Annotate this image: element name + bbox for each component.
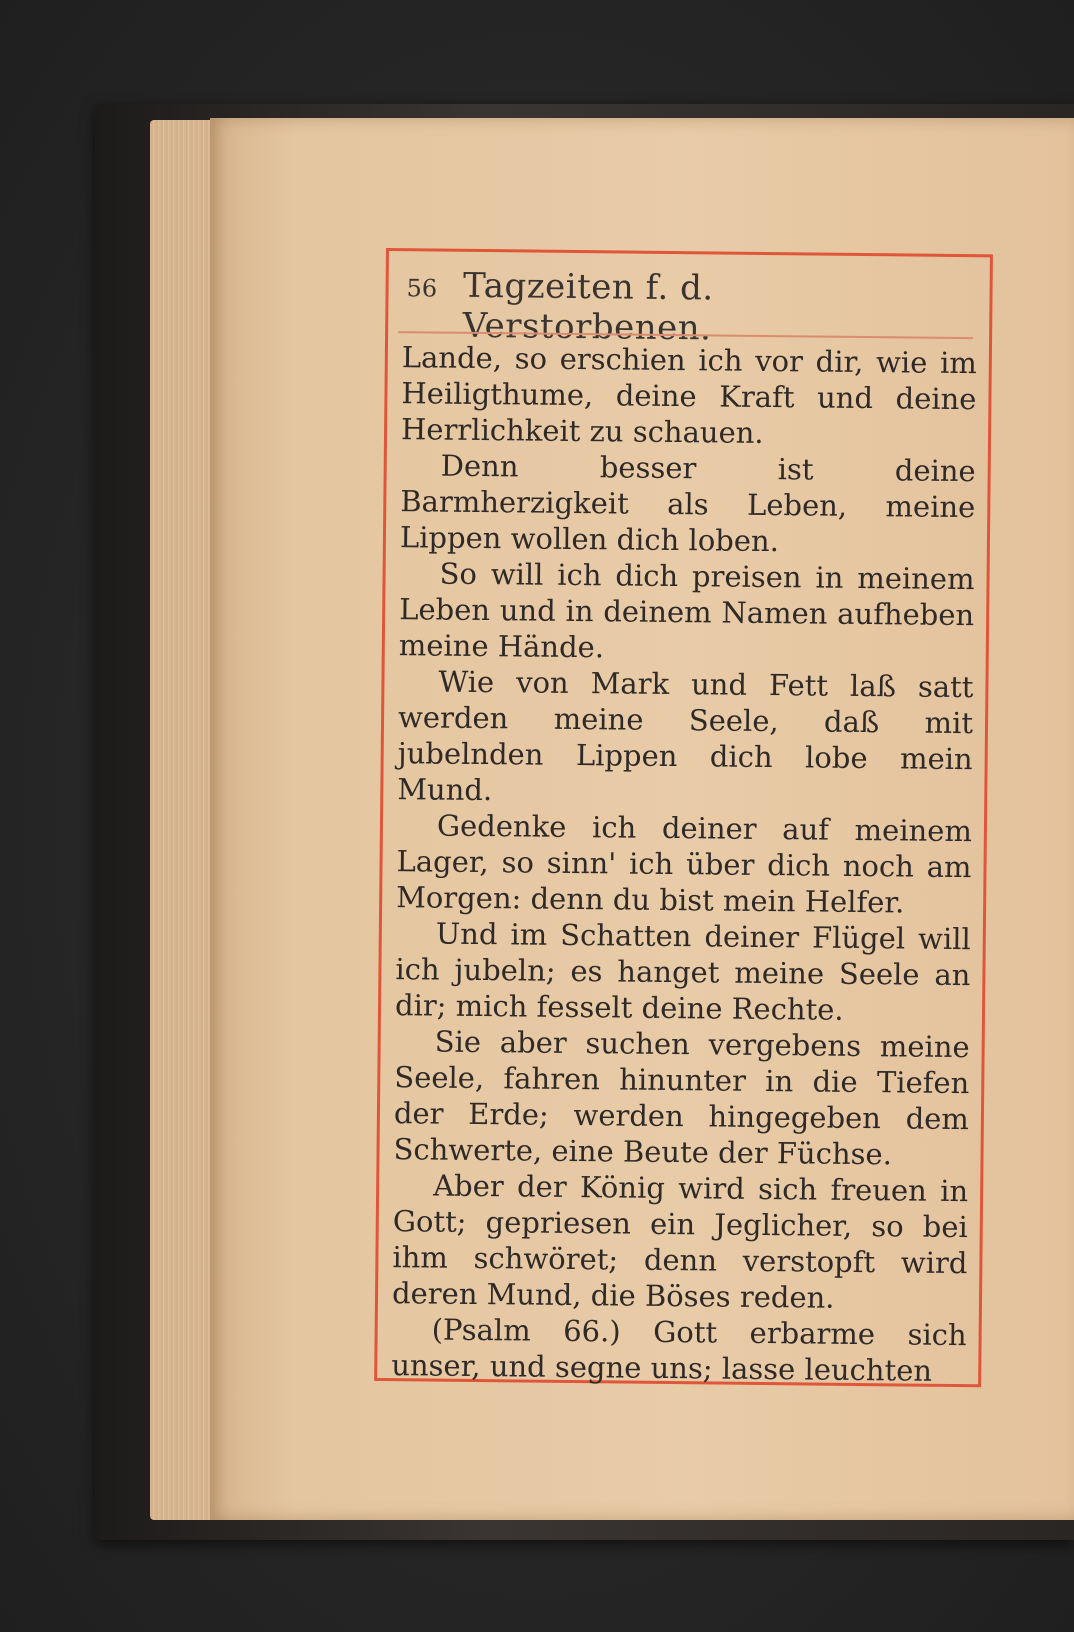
paragraph: Sie aber suchen vergebens meine Seele, fahren hinunter in die Tiefen der Erde; werden hingegeben dem Schwerte, eine Beute der Füchse.	[393, 1024, 970, 1172]
paragraph: Wie von Mark und Fett laß satt werden meine Seele, daß mit jubelnden Lippen dich lobe mein Mund.	[397, 664, 974, 808]
paragraph: Und im Schatten deiner Flügel will ich jubeln; es hanget meine Seele an dir; mich fesselt deine Rechte.	[394, 916, 971, 1027]
paragraph: Denn besser ist deine Barmherzigkeit als Leben, meine Lippen wollen dich loben.	[399, 448, 976, 559]
paragraph: Lande, so erschien ich vor dir, wie im Heiligthume, deine Kraft und deine Herrlichkeit zu schauen.	[400, 340, 978, 450]
running-title: Tagzeiten f. d. Verstorbenen.	[462, 265, 714, 349]
psalm-text	[391, 339, 977, 1389]
paragraph: (Psalm 66.) Gott erbarme sich unser, und segne uns; lasse leuchten	[391, 1312, 967, 1388]
paragraph: So will ich dich preisen in meinem Leben und in deinem Namen aufheben meine Hände.	[398, 556, 975, 665]
page-number: 56	[406, 274, 438, 303]
paragraph: Aber der König wird sich freuen in Gott; gepriesen ein Jeglicher, so bei ihm schwöret; denn verstopft wird deren Mund, die Böses reden.	[391, 1168, 969, 1315]
paragraph: Gedenke ich deiner auf meinem Lager, so sinn' ich über dich noch am Morgen: denn du bist mein Helfer.	[396, 808, 973, 920]
red-text-frame	[374, 248, 993, 1387]
